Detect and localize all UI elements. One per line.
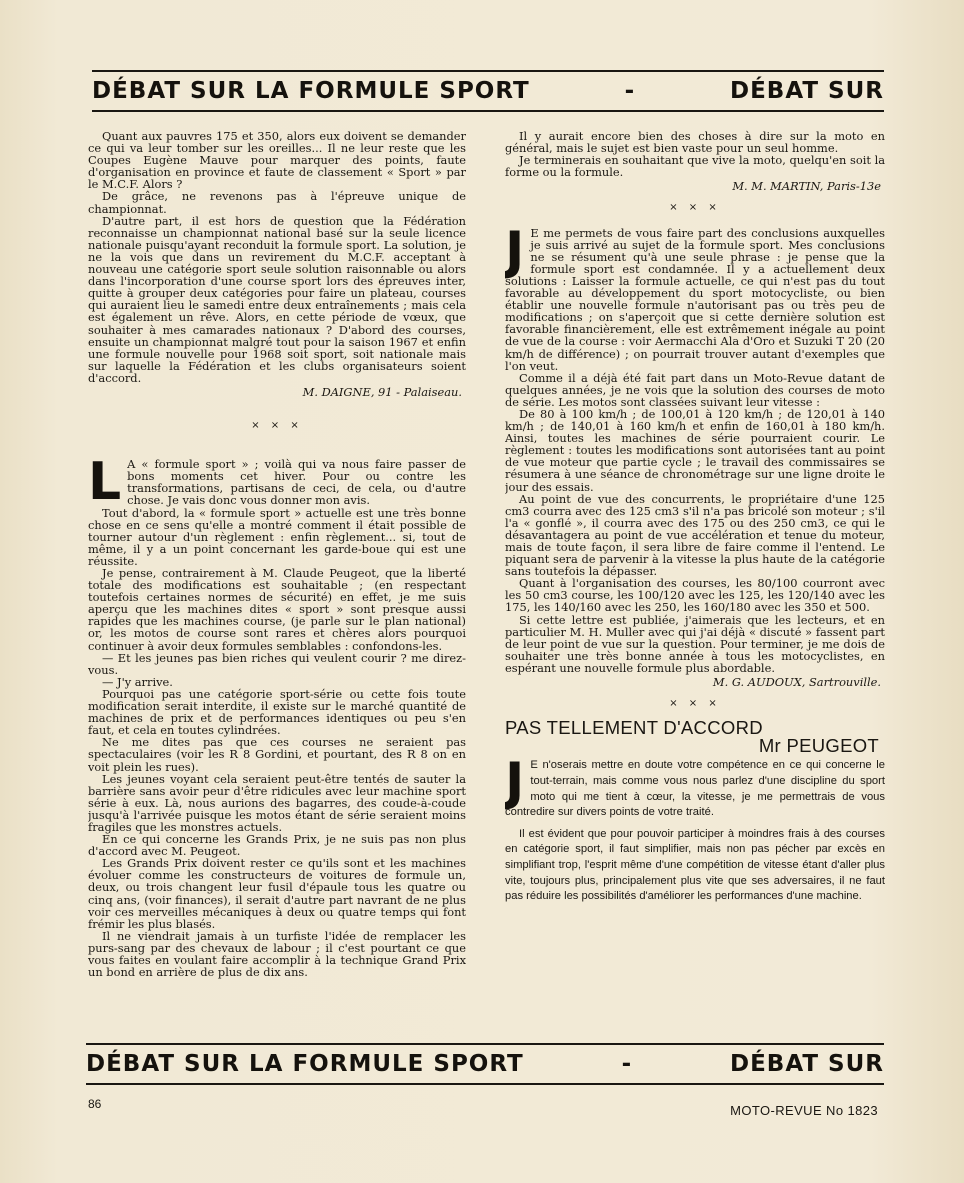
banner-dash: - [624, 78, 636, 104]
paragraph: Quant aux pauvres 175 et 350, alors eux doivent se demander ce qui va leur tomber sur les oreilles... Il ne leur reste que les Coupes Eugène Mauve pour marquer des points, faute d'organisation en province et faute de classement « Sport » par le M.C.F. Alors ? [88, 130, 466, 192]
article-headline-sub: Mr PEUGEOT [758, 735, 879, 757]
letter-block [505, 752, 885, 904]
paragraph: — Et les jeunes pas bien riches qui veulent courir ? me direz-vous. [88, 650, 466, 677]
paragraph: Ne me dites pas que ces courses ne seraient pas spectaculaires (voir les R 8 Gordini, et pourtant, des R 8 on en voit plein les rues). [88, 735, 466, 774]
paragraph: Il ne viendrait jamais à un turfiste l'idée de remplacer les purs-sang par des chevaux de labour ; il c'est pourtant ce que vous faites en voulant faire accomplir à la technique Grand Prix un bond en arrière de plus de dix ans. [88, 928, 466, 980]
letter-block [505, 220, 885, 675]
paragraph: Au point de vue des concurrents, le propriétaire d'une 125 cm3 courra avec des 125 cm3 s'il n'a pas bricolé son moteur ; s'il l'a « gonflé », il courra avec des 175 ou des 250 cm3, ce qui le désavantagera au point de vue accélération et tenue du moteur, mais de toute façon, il sera libre de faire comme il l'entend. Le piquant sera de parvenir à la vitesse la plus haute de la catégorie sans toutefois la dépasser. [505, 491, 885, 579]
paragraph: Comme il a déjà été fait part dans un Moto-Revue datant de quelques années, je ne vois que la solution des courses de moto de série. Les motos sont classées suivant leur vitesse : [505, 370, 885, 409]
top-banner [92, 70, 884, 112]
banner-title-repeat: DÉBAT SUR [730, 1051, 884, 1077]
paragraph: Il y aurait encore bien des choses à dire sur la moto en général, mais le sujet est bien vaste pour un seul homme. [505, 130, 885, 156]
paragraph: Il est évident que pour pouvoir participer à moindres frais à des courses en catégorie sport, il faut simplifier, mais non pas pécher par excès en simplifiant trop, l'esprit même d'une compétition de vitesse étant d'aller plus vite, toujours plus, principalement plus vite que ses adversaires, il ne faut pas réduire les possibilités d'améliorer les performances d'une machine. [505, 827, 885, 903]
signature: M. G. AUDOUX, Sartrouville. [712, 675, 881, 690]
banner-title-repeat: DÉBAT SUR [730, 78, 884, 104]
article-headline: PAS TELLEMENT D'ACCORD [505, 717, 763, 739]
drop-cap: J [505, 220, 525, 281]
paragraph: Si cette lettre est publiée, j'aimerais que les lecteurs, et en particulier M. H. Muller avec qui j'ai déjà « discuté » fassent part de leur point de vue sur la question. Pour terminer, je me dois de souhaiter une très bonne année à tous les motocyclistes, en espérant une nouvelle formule plus abordable. [505, 612, 885, 675]
magazine-issue: MOTO-REVUE No 1823 [730, 1103, 878, 1118]
banner-title: DÉBAT SUR LA FORMULE SPORT [86, 1051, 524, 1077]
left-column [88, 130, 466, 1030]
letter-block [88, 452, 466, 980]
page-number: 86 [88, 1097, 102, 1111]
bottom-banner [86, 1043, 884, 1085]
signature: M. M. MARTIN, Paris-13e [732, 179, 881, 194]
paragraph: Je pense, contrairement à M. Claude Peugeot, que la liberté totale des modifications est souhaitable ; (en respectant toutefois certaines normes de sécurité) en effet, je me suis aperçu que les machines dites « sport » sont presque aussi rapides que les machines course, (je parle sur le plan national) or, les motos de course sont rares et chères alors pourquoi continuer à avoir deux formules semblables : confondons-les. [88, 566, 466, 653]
drop-cap: L [88, 452, 122, 513]
paragraph: Les Grands Prix doivent rester ce qu'ils sont et les machines évoluer comme les constructeurs de voitures de formule un, deux, ou trois changent leur fusil d'épaule tous les quatre ou cinq ans, (voir finances), il serait d'autre part navrant de ne plus voir ces merveilles mécaniques à deux ou quatre temps qui font frémir les plus blasés. [88, 856, 466, 931]
paragraph: A « formule sport » ; voilà qui va nous faire passer de bons moments cet hiver. Pour ou contre les transformations, partisans de ceci, de cela, ou d'autre chose. Je vais donc vous donner mon avis. [127, 457, 466, 508]
banner-dash: - [621, 1051, 633, 1077]
signature: M. DAIGNE, 91 - Palaiseau. [302, 384, 462, 399]
paragraph: — J'y arrive. [102, 674, 173, 689]
separator: × × × [669, 698, 721, 710]
paragraph: Quant à l'organisation des courses, les 80/100 courront avec les 50 cm3 course, les 100/120 avec les 125, les 120/140 avec les 175, les 140/160 avec les 250, les 160/180 avec les 350 et 500. [505, 576, 885, 615]
banner-title: DÉBAT SUR LA FORMULE SPORT [92, 78, 530, 104]
paragraph: D'autre part, il est hors de question que la Fédération reconnaisse un championnat national basé sur la seule licence nationale puisqu'ayant reconduit la formule sport. La solution, je ne la vois que dans un revirement du M.C.F. acceptant à nouveau une catégorie sport seule solution raisonnable ou alors dans l'incorporation d'une course sport lors des épreuves inter, quitte à grouper deux catégories pour faire un plateau, courses qui auraient lieu le samedi entre deux entraînements ; mais cela est également un rêve. Alors, en cette période de vœux, que souhaiter à mes camarades nationaux ? D'abord des courses, ensuite un championnat malgré tout pour la saison 1967 et enfin une formule nouvelle pour 1968 soit sport, soit nationale mais sur laquelle la Fédération et les clubs organisateurs soient d'accord. [88, 213, 466, 385]
paragraph: Les jeunes voyant cela seraient peut-être tentés de sauter la barrière sans avoir peur d'être ridicules avec leur machine sport série à eux. Là, nous aurions des bagarres, des coude-à-coude jusqu'à l'arrivée puisque les motos étant de série seraient moins fragiles que les monstres actuels. [88, 771, 466, 834]
separator: × × × [251, 420, 303, 432]
right-column [505, 130, 885, 1030]
drop-cap: J [505, 752, 525, 813]
paragraph: E me permets de vous faire part des conclusions auxquelles je suis arrivé au sujet de la formule sport. Mes conclusions ne se résument qu'à une seule phrase : je pense que la formule sport est condamnée. Il y a actuellement deux solutions : Laisser la formule actuelle, ce qui n'est pas du tout favorable au développement du sport motocycliste, ou bien établir une nouvelle formule n'autorisant pas ou très peu de modifications ; on s'aperçoit que si cette dernière solution est favorable financièrement, elle est extrêmement inégale au point de vue de la course : voir Aermacchi Ala d'Oro et Suzuki T 20 (20 km/h de différence) ; on pourrait trouver autant d'exemples que l'on veut. [505, 225, 885, 373]
paragraph: En ce qui concerne les Grands Prix, je ne suis pas non plus d'accord avec M. Peugeot. [88, 832, 466, 859]
paragraph: Tout d'abord, la « formule sport » actuelle est une très bonne chose en ce sens qu'elle a montré comment il était possible de tourner autour d'un règlement : enfin règlement... si, tout de même, il y a un point concernant les garde-boue qui est une réussite. [88, 505, 466, 568]
separator: × × × [669, 202, 721, 214]
paragraph: De grâce, ne revenons pas à l'épreuve unique de championnat. [88, 189, 466, 216]
paragraph: De 80 à 100 km/h ; de 100,01 à 120 km/h ; de 120,01 à 140 km/h ; de 140,01 à 160 km/h et enfin de 160,01 à 180 km/h. Ainsi, toutes les machines de série pourraient courir. Le règlement : toutes les modifications sont autorisées tant au point de vue moteur que partie cycle ; le travail des commissaires se résumera à une séance de chronométrage sur une ligne droite le jour des essais. [505, 406, 885, 494]
paragraph: Je terminerais en souhaitant que vive la moto, quelqu'en soit la forme ou la formule. [505, 153, 885, 180]
paragraph: E n'oserais mettre en doute votre compétence en ce qui concerne le tout-terrain, mais comme vous nous parlez d'une discipline du sport moto qui me tient à cœur, la vitesse, je me permettrais de vous contredire sur divers points de votre traité. [505, 759, 885, 819]
paragraph: Pourquoi pas une catégorie sport-série ou cette fois toute modification serait interdite, il existe sur le marché quantité de machines de prix et de performances identiques ou peu s'en faut, et cela en toutes cylindrées. [88, 686, 466, 738]
